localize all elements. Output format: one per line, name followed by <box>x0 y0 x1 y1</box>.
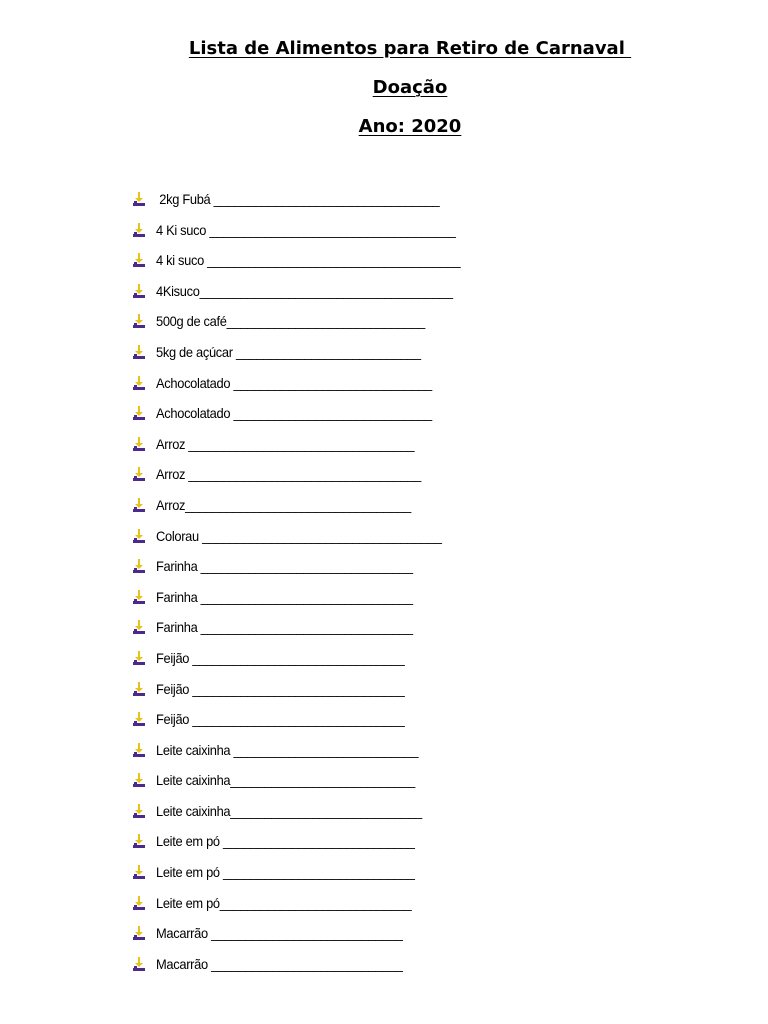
arrow-bullet-icon <box>133 590 145 604</box>
arrow-bullet-icon <box>133 253 145 267</box>
list-item <box>133 709 487 740</box>
list-item <box>133 220 487 251</box>
list-item <box>133 250 487 281</box>
list-item <box>133 740 487 771</box>
list-item-text: Leite em pó____________________________ <box>156 894 412 911</box>
list-item-text: 500g de café_____________________________ <box>156 313 426 330</box>
document-title: Lista de Alimentos para Retiro de Carnaval <box>188 38 632 59</box>
arrow-bullet-icon <box>133 559 145 573</box>
list-item-text: 4Kisuco_____________________________________ <box>156 282 453 299</box>
list-item-text: Farinha _______________________________ <box>156 619 413 636</box>
arrow-bullet-icon <box>133 467 145 481</box>
list-item-text: Feijão _______________________________ <box>156 649 405 666</box>
list-item <box>133 403 487 434</box>
list-item-text: Leite caixinha____________________________ <box>156 802 422 819</box>
list-item-text: Farinha _______________________________ <box>156 558 413 575</box>
list-item-text: Feijão _______________________________ <box>156 711 405 728</box>
document-subtitle: Doação <box>372 77 448 98</box>
list-item-text: Arroz_________________________________ <box>156 496 411 513</box>
arrow-bullet-icon <box>133 651 145 665</box>
arrow-bullet-icon <box>133 865 145 879</box>
arrow-bullet-icon <box>133 314 145 328</box>
list-item <box>133 679 487 710</box>
list-item <box>133 311 487 342</box>
list-item <box>133 495 487 526</box>
list-item-text: 2kg Fubá _________________________________ <box>156 191 440 207</box>
list-item <box>133 923 487 954</box>
list-item <box>133 342 487 373</box>
arrow-bullet-icon <box>133 896 145 910</box>
list-item-text: Arroz _________________________________ <box>156 435 415 452</box>
arrow-bullet-icon <box>133 498 145 512</box>
arrow-bullet-icon <box>133 406 145 420</box>
list-item-text: Feijão _______________________________ <box>156 680 405 697</box>
list-item-text: 5kg de açúcar ___________________________ <box>156 343 421 360</box>
list-item <box>133 862 487 893</box>
list-item <box>133 617 487 648</box>
document-year: Ano: 2020 <box>358 116 462 137</box>
list-item-text: 4 ki suco _____________________________________ <box>156 252 461 269</box>
food-list <box>133 189 487 984</box>
list-item <box>133 587 487 618</box>
arrow-bullet-icon <box>133 773 145 787</box>
arrow-bullet-icon <box>133 926 145 940</box>
list-item-text: Leite em pó ____________________________ <box>156 864 415 881</box>
list-item-text: Leite caixinha___________________________ <box>156 772 415 789</box>
arrow-bullet-icon <box>133 804 145 818</box>
arrow-bullet-icon <box>133 682 145 696</box>
list-item <box>133 189 487 220</box>
list-item-text: Arroz __________________________________ <box>156 466 422 483</box>
list-item <box>133 770 487 801</box>
arrow-bullet-icon <box>133 834 145 848</box>
list-item-text: Macarrão ____________________________ <box>156 955 403 972</box>
arrow-bullet-icon <box>133 223 145 237</box>
list-item <box>133 373 487 404</box>
list-item <box>133 893 487 924</box>
arrow-bullet-icon <box>133 957 145 971</box>
list-item <box>133 954 487 985</box>
arrow-bullet-icon <box>133 743 145 757</box>
list-item-text: Leite caixinha ___________________________ <box>156 741 419 758</box>
list-item <box>133 464 487 495</box>
arrow-bullet-icon <box>133 712 145 726</box>
list-item <box>133 434 487 465</box>
list-item <box>133 281 487 312</box>
list-item-text: Achocolatado _____________________________ <box>156 374 432 391</box>
list-item <box>133 831 487 862</box>
list-item-text: Farinha _______________________________ <box>156 588 413 605</box>
arrow-bullet-icon <box>133 437 145 451</box>
list-item <box>133 556 487 587</box>
list-item <box>133 801 487 832</box>
list-item-text: Leite em pó ____________________________ <box>156 833 415 850</box>
list-item-text: Colorau ___________________________________ <box>156 527 442 544</box>
arrow-bullet-icon <box>133 345 145 359</box>
list-item-text: 4 Ki suco ____________________________________ <box>156 221 456 238</box>
list-item-text: Macarrão ____________________________ <box>156 925 403 942</box>
arrow-bullet-icon <box>133 529 145 543</box>
arrow-bullet-icon <box>133 376 145 390</box>
list-item-text: Achocolatado _____________________________ <box>156 405 432 422</box>
arrow-bullet-icon <box>133 284 145 298</box>
list-item <box>133 526 487 557</box>
list-item <box>133 648 487 679</box>
arrow-bullet-icon <box>133 192 145 206</box>
arrow-bullet-icon <box>133 620 145 634</box>
